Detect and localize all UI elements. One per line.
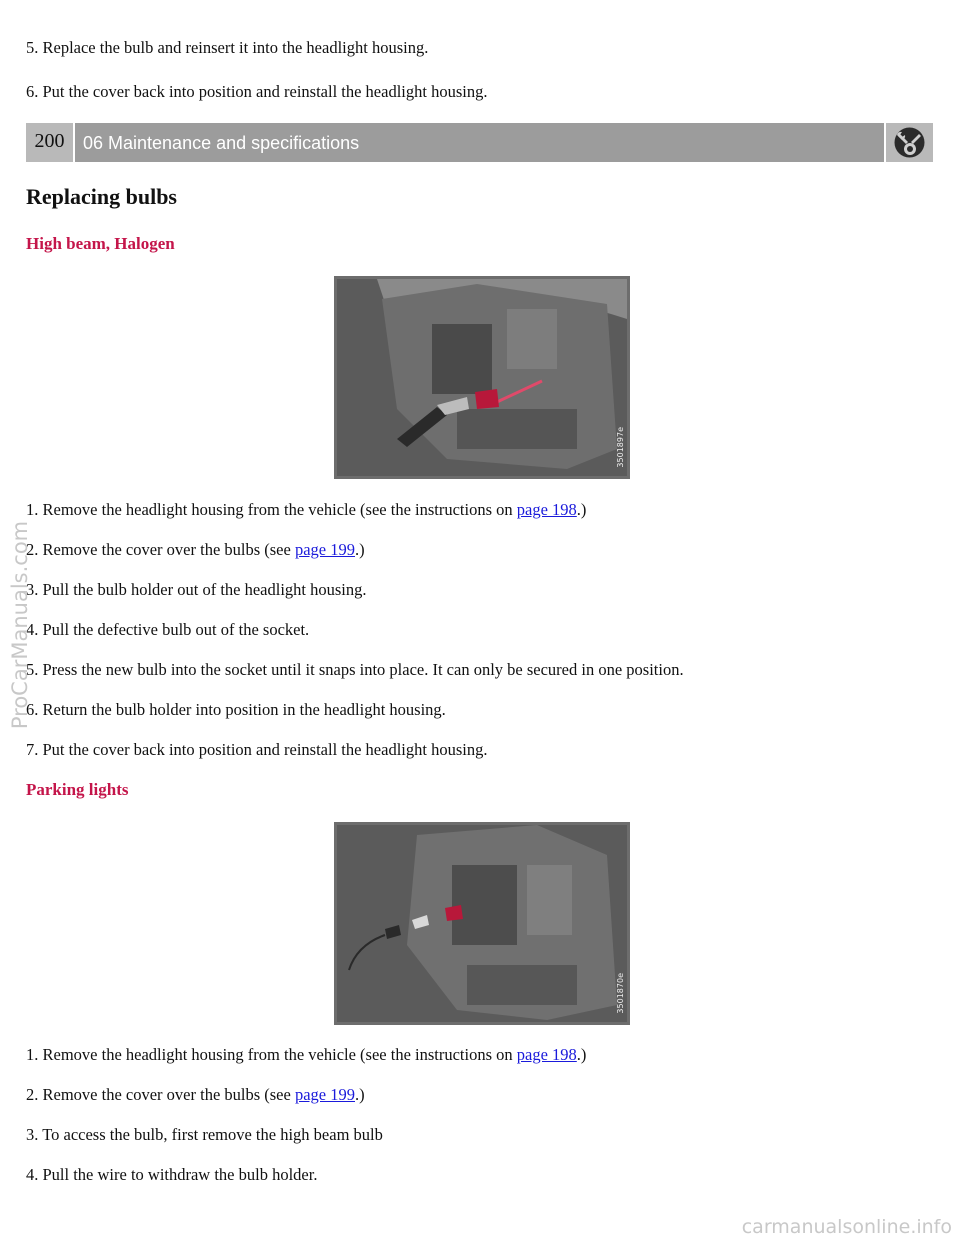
parking-step-3: 3. To access the bulb, first remove the high beam bulb xyxy=(26,1125,383,1144)
high-beam-step-2: 2. Remove the cover over the bulbs (see page 199.) xyxy=(26,540,365,559)
parking-step-2: 2. Remove the cover over the bulbs (see page 199.) xyxy=(26,1085,365,1104)
parking-lights-heading: Parking lights xyxy=(26,780,129,799)
figure-code: 3501870e xyxy=(616,973,625,1014)
figure-code: 3501897e xyxy=(616,427,625,468)
section-heading: Replacing bulbs xyxy=(26,184,177,209)
high-beam-step-7: 7. Put the cover back into position and reinstall the headlight housing. xyxy=(26,740,488,759)
intro-step-6: 6. Put the cover back into position and reinstall the headlight housing. xyxy=(26,82,488,101)
high-beam-step-6: 6. Return the bulb holder into position in the headlight housing. xyxy=(26,700,446,719)
high-beam-step-4: 4. Pull the defective bulb out of the socket. xyxy=(26,620,310,639)
parking-lights-illustration xyxy=(334,822,630,1025)
footer-watermark: carmanualsonline.info xyxy=(741,1216,952,1238)
high-beam-illustration xyxy=(334,276,630,479)
parking-step-4: 4. Pull the wire to withdraw the bulb holder. xyxy=(26,1165,318,1184)
section-title: 06 Maintenance and specifications xyxy=(83,133,360,153)
high-beam-step-3: 3. Pull the bulb holder out of the headlight housing. xyxy=(26,580,367,599)
side-watermark: ProCarManuals.com xyxy=(8,520,32,730)
wrench-maintenance-icon xyxy=(886,123,933,162)
page-198-link[interactable]: page 198 xyxy=(516,1045,577,1064)
high-beam-step-1: 1. Remove the headlight housing from the vehicle (see the instructions on page 198.) xyxy=(26,500,587,519)
page-number: 200 xyxy=(26,123,73,162)
high-beam-heading: High beam, Halogen xyxy=(26,234,175,253)
page-199-link[interactable]: page 199 xyxy=(294,1085,355,1104)
high-beam-step-5: 5. Press the new bulb into the socket until it snaps into place. It can only be secured in one position. xyxy=(26,660,684,679)
intro-step-5: 5. Replace the bulb and reinsert it into the headlight housing. xyxy=(26,38,429,57)
section-header-bar xyxy=(26,123,933,162)
page-199-link[interactable]: page 199 xyxy=(294,540,355,559)
parking-step-1: 1. Remove the headlight housing from the vehicle (see the instructions on page 198.) xyxy=(26,1045,587,1064)
page-198-link[interactable]: page 198 xyxy=(516,500,577,519)
